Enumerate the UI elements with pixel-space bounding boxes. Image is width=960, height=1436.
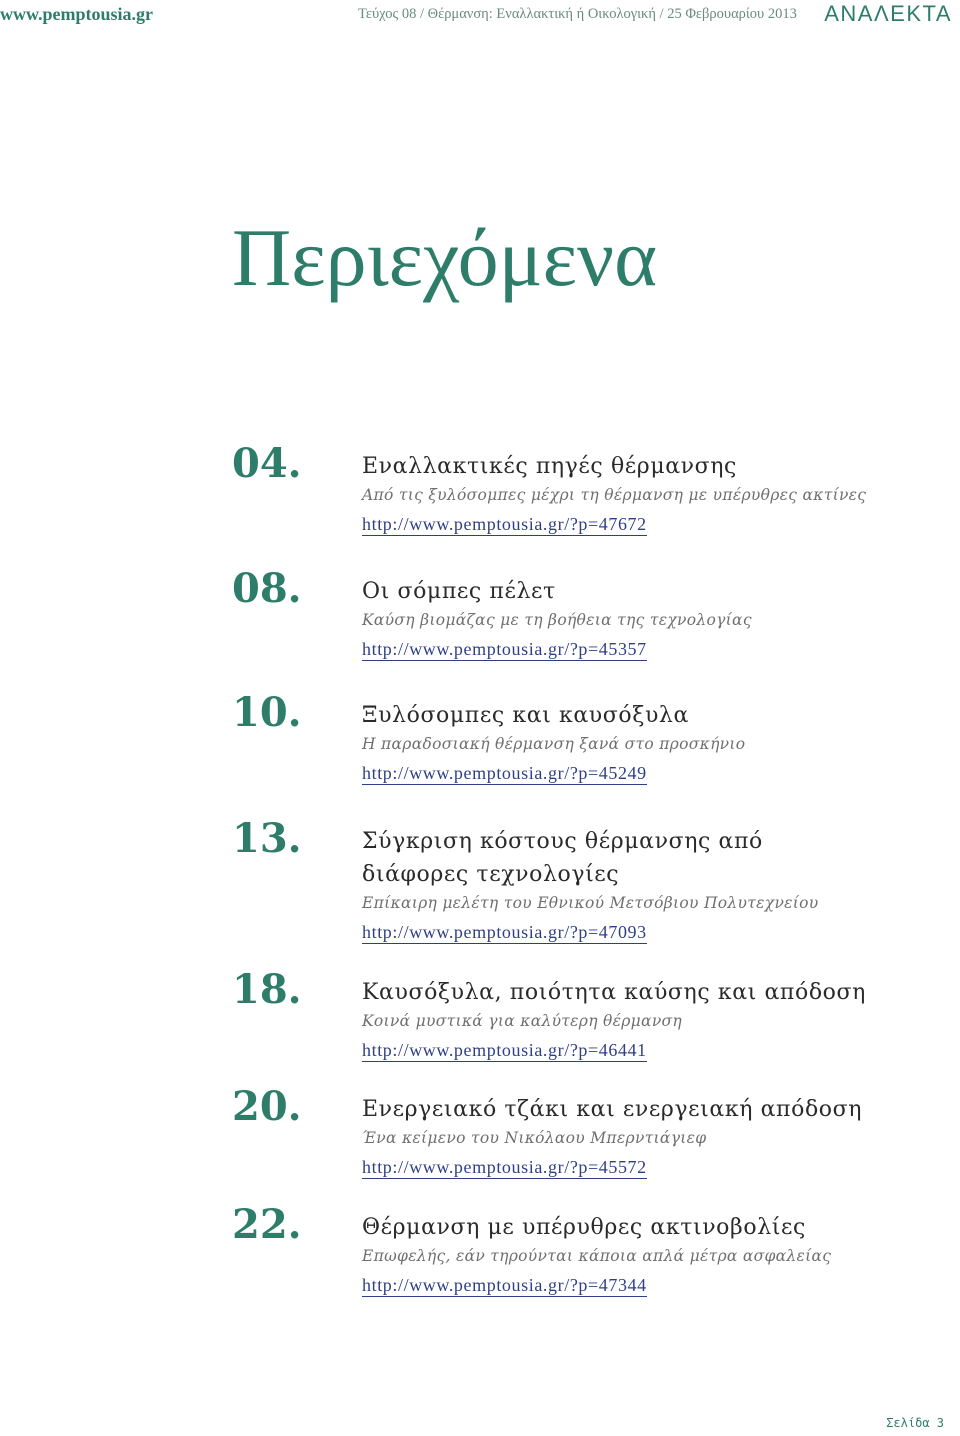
toc-link[interactable]: http://www.pemptousia.gr/?p=47344 [362,1275,647,1295]
toc-page-number: 20. [232,1083,302,1130]
toc-link[interactable]: http://www.pemptousia.gr/?p=45249 [362,763,647,783]
toc-title: Καυσόξυλα, ποιότητα καύσης και απόδοση [362,980,866,1005]
toc-title: Εναλλακτικές πηγές θέρμανσης [362,454,737,479]
toc-subtitle: Ένα κείμενο του Νικόλαου Μπερντιάγιεφ [362,1129,707,1147]
toc-subtitle: Επωφελής, εάν τηρούνται κάποια απλά μέτρα ασφαλείας [362,1247,832,1265]
page-number: Σελίδα 3 [886,1416,944,1430]
toc-page-number: 13. [232,815,302,862]
toc-link[interactable]: http://www.pemptousia.gr/?p=45572 [362,1157,647,1177]
toc-entry-body [362,450,942,540]
toc-entry-body [362,976,942,1066]
toc-page-number: 04. [232,440,302,487]
toc-subtitle: Από τις ξυλόσομπες μέχρι τη θέρμανση με υπέρυθρες ακτίνες [362,486,867,504]
toc-subtitle: Η παραδοσιακή θέρμανση ξανά στο προσκήνιο [362,735,746,753]
toc-page-number: 10. [232,689,302,736]
toc-subtitle: Επίκαιρη μελέτη του Εθνικού Μετσόβιου Πολυτεχνείου [362,894,819,912]
toc-link[interactable]: http://www.pemptousia.gr/?p=46441 [362,1040,647,1060]
toc-entry-body [362,1211,942,1301]
toc-title: Σύγκριση κόστους θέρμανσης από διάφορες τεχνολογίες [362,829,763,887]
toc-page-number: 08. [232,565,302,612]
toc-link[interactable]: http://www.pemptousia.gr/?p=45357 [362,639,647,659]
section-label: ΑΝΑΛΕΚΤΑ [824,1,952,26]
toc-entry-body [362,1093,942,1183]
issue-info: Τεύχος 08 / Θέρμανση: Εναλλακτική ή Οικολογική / 25 Φεβρουαρίου 2013 [358,6,797,22]
site-link[interactable]: www.pemptousia.gr [0,4,154,24]
toc-page-number: 22. [232,1201,302,1248]
toc-entry-body [362,699,942,789]
toc-title: Θέρμανση με υπέρυθρες ακτινοβολίες [362,1215,806,1240]
toc-entry-body [362,825,819,948]
toc-link[interactable]: http://www.pemptousia.gr/?p=47093 [362,922,647,942]
toc-entry-body [362,575,942,665]
toc-title: Οι σόμπες πέλετ [362,579,556,604]
toc-page-number: 18. [232,966,302,1013]
page-title: Περιεχόμενα [232,212,658,303]
toc-title: Ενεργειακό τζάκι και ενεργειακή απόδοση [362,1097,863,1122]
toc-subtitle: Καύση βιομάζας με τη βοήθεια της τεχνολογίας [362,611,752,629]
toc-title: Ξυλόσομπες και καυσόξυλα [362,703,689,728]
toc-subtitle: Κοινά μυστικά για καλύτερη θέρμανση [362,1012,683,1030]
toc-link[interactable]: http://www.pemptousia.gr/?p=47672 [362,514,647,534]
